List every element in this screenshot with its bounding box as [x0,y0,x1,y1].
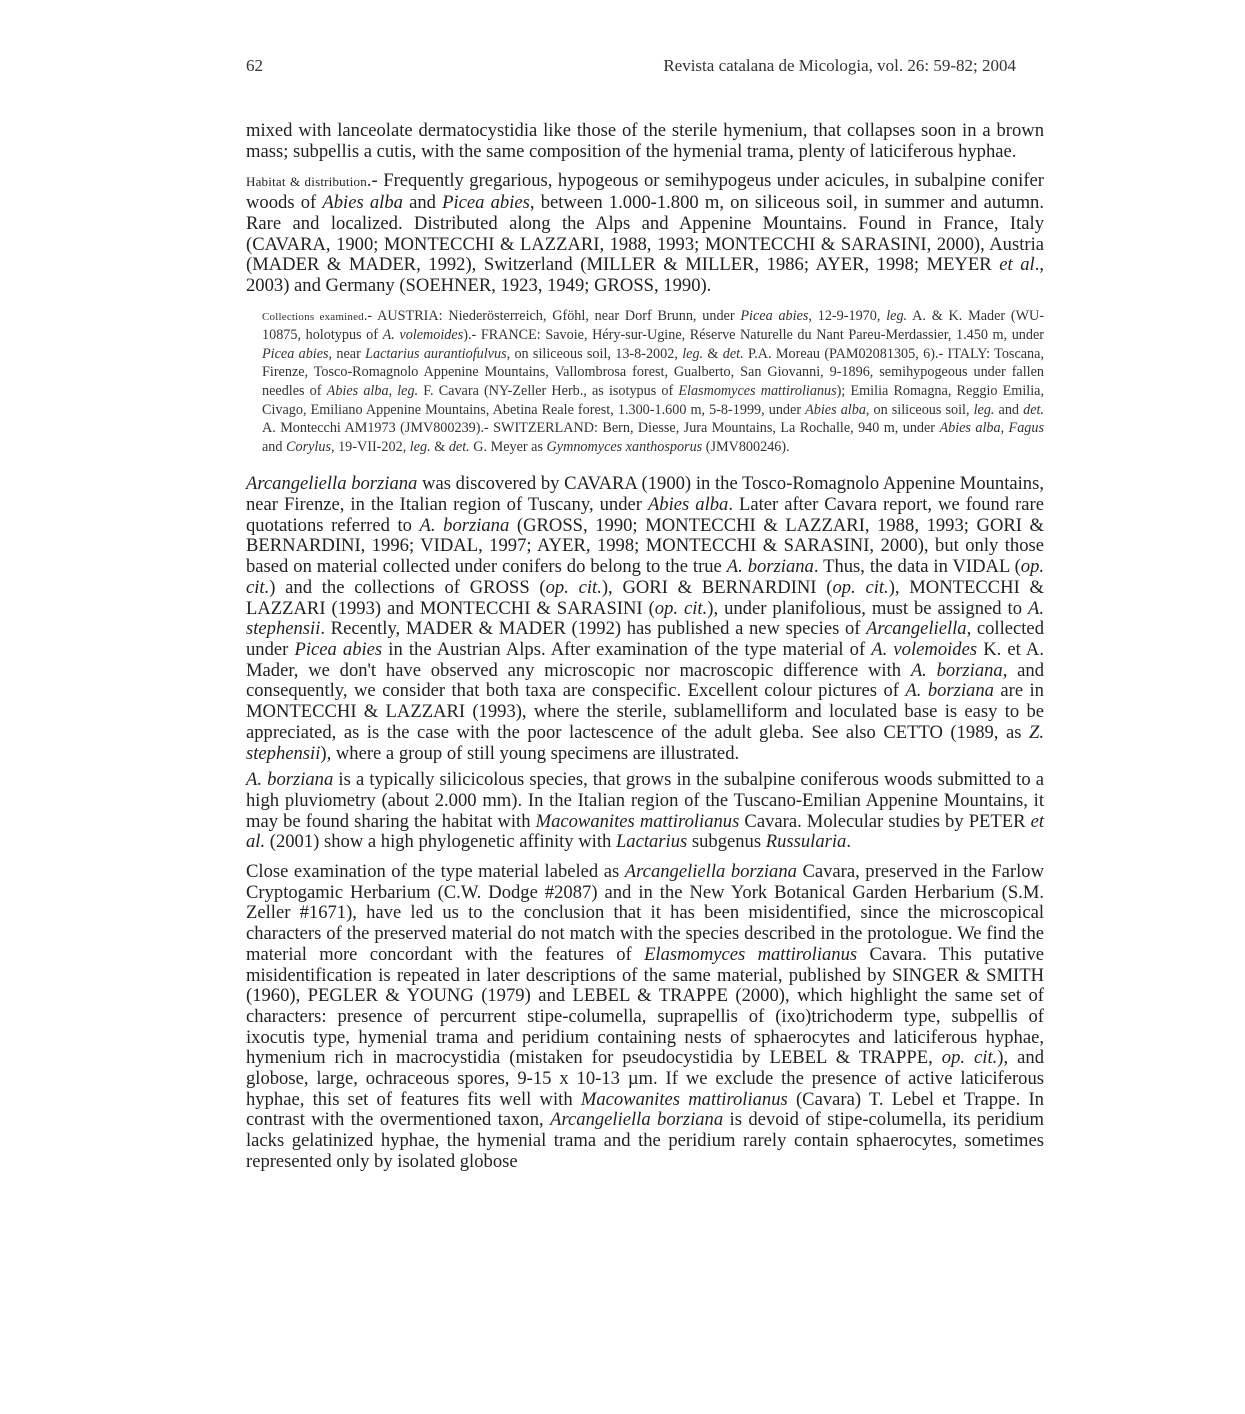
section-label-collections: Collections examined [262,310,364,323]
paragraph-subpellis: mixed with lanceolate dermatocystidia like those of the sterile hymenium, that collapses soon in a brown mass; subpellis a cutis, with the same composition of the hymenial trama, plenty of laticiferous hyphae. [246,120,1044,162]
paragraph-collections-examined: Collections examined.- AUSTRIA: Niederösterreich, Gföhl, near Dorf Brunn, under Picea abies, 12-9-1970, leg. A. & K. Mader (WU-10875, holotypus of A. volemoides).- FRANCE: Savoie, Héry-sur-Ugine, Réserve Naturelle du Nant Pareu-Merdassier, 1.450 m, under Picea abies, near Lactarius aurantiofulvus, on siliceous soil, 13-8-2002, leg. & det. P.A. Moreau (PAM02081305, 6).- ITALY: Toscana, Firenze, Tosco-Romagnolo Appenine Mountains, Vallombrosa forest, Gualberto, San Giovanni, 9-1896, semihypogeous under fallen needles of Abies alba, leg. F. Cavara (NY-Zeller Herb., as isotypus of Elasmomyces mattirolianus); Emilia Romagna, Reggio Emilia, Civago, Emiliano Appenine Mountains, Abetina Reale forest, 1.300-1.600 m, 5-8-1999, under Abies alba, on siliceous soil, leg. and det. A. Montecchi AM1973 (JMV800239).- SWITZERLAND: Bern, Diesse, Jura Mountains, La Rochalle, 940 m, under Abies alba, Fagus and Corylus, 19-VII-202, leg. & det. G. Meyer as Gymnomyces xanthosporus (JMV800246). [262,307,1045,455]
page-number: 62 [246,56,263,75]
section-label-habitat: Habitat & distribution [246,174,367,190]
paragraph-arcangeliella-discovery: Arcangeliella borziana was discovered by CAVARA (1900) in the Tosco-Romagnolo Appenine Mountains, near Firenze, in the Italian region of Tuscany, under Abies alba. Later after Cavara report, we found rare quotations referred to A. borziana (GROSS, 1990; MONTECCHI & LAZZARI, 1988, 1993; GORI & BERNARDINI, 1996; VIDAL, 1997; AYER, 1998; MONTECCHI & SARASINI, 2000), but only those based on material collected under conifers do belong to the true A. borziana. Thus, the data in VIDAL (op. cit.) and the collections of GROSS (op. cit.), GORI & BERNARDINI (op. cit.), MONTECCHI & LAZZARI (1993) and MONTECCHI & SARASINI (op. cit.), under planifolious, must be assigned to A. stephensii. Recently, MADER & MADER (1992) has published a new species of Arcangeliella, collected under Picea abies in the Austrian Alps. After examination of the type material of A. volemoides K. et A. Mader, we don't have observed any microscopic nor macroscopic difference with A. borziana, and consequently, we consider that both taxa are conspecific. Excellent colour pictures of A. borziana are in MONTECCHI & LAZZARI (1993), where the sterile, sublamelliform and loculated base is easy to be appreciated, as is the case with the poor lactescence of the adult gleba. See also CETTO (1989, as Z. stephensii), where a group of still young specimens are illustrated. [246,473,1045,764]
paragraph-habitat-distribution: Habitat & distribution.- Frequently gregarious, hypogeous or semihypogeus under acicules, in subalpine conifer woods of Abies alba and Picea abies, between 1.000-1.800 m, on siliceous soil, in summer and autumn. Rare and localized. Distributed along the Alps and Appenine Mountains. Found in France, Italy (CAVARA, 1900; MONTECCHI & LAZZARI, 1988, 1993; MONTECCHI & SARASINI, 2000), Austria (MADER & MADER, 1992), Switzerland (MILLER & MILLER, 1986; AYER, 1998; MEYER et al., 2003) and Germany (SOEHNER, 1923, 1949; GROSS, 1990). [246,170,1044,296]
paragraph-ecology: A. borziana is a typically silicicolous species, that grows in the subalpine coniferous woods submitted to a high pluviometry (about 2.000 mm). In the Italian region of the Tuscano-Emilian Appenine Mountains, it may be found sharing the habitat with Macowanites mattirolianus Cavara. Molecular studies by PETER et al. (2001) show a high phylogenetic affinity with Lactarius subgenus Russularia. [246,769,1045,853]
paragraph-type-material: Close examination of the type material labeled as Arcangeliella borziana Cavara, preserved in the Farlow Cryptogamic Herbarium (C.W. Dodge #2087) and in the New York Botanical Garden Herbarium (S.M. Zeller #1671), have led us to the conclusion that it has been misidentified, since the microscopical characters of the preserved material do not match with the species described in the protologue. We find the material more concordant with the features of Elasmomyces mattirolianus Cavara. This putative misidentification is repeated in later descriptions of the same material, published by SINGER & SMITH (1960), PEGLER & YOUNG (1979) and LEBEL & TRAPPE (2000), which highlight the same set of characters: presence of percurrent stipe-columella, suprapellis of (ixo)trichoderm type, subpellis of ixocutis type, hymenial trama and peridium containing nests of sphaerocytes and laticiferous hyphae, hymenium rich in macrocystidia (mistaken for pseudocystidia by LEBEL & TRAPPE, op. cit.), and globose, large, ochraceous spores, 9-15 x 10-13 µm. If we exclude the presence of active laticiferous hyphae, this set of features fits well with Macowanites mattirolianus (Cavara) T. Lebel et Trappe. In contrast with the overmentioned taxon, Arcangeliella borziana is devoid of stipe-columella, its peridium lacks gelatinized hyphae, the hymenial trama and the peridium rarely contain sphaerocytes, sometimes represented only by isolated globose [246,861,1045,1172]
running-title: Revista catalana de Micologia, vol. 26: 59-82; 2004 [663,56,1016,75]
running-header [246,56,1016,82]
text-body [246,121,1044,1173]
